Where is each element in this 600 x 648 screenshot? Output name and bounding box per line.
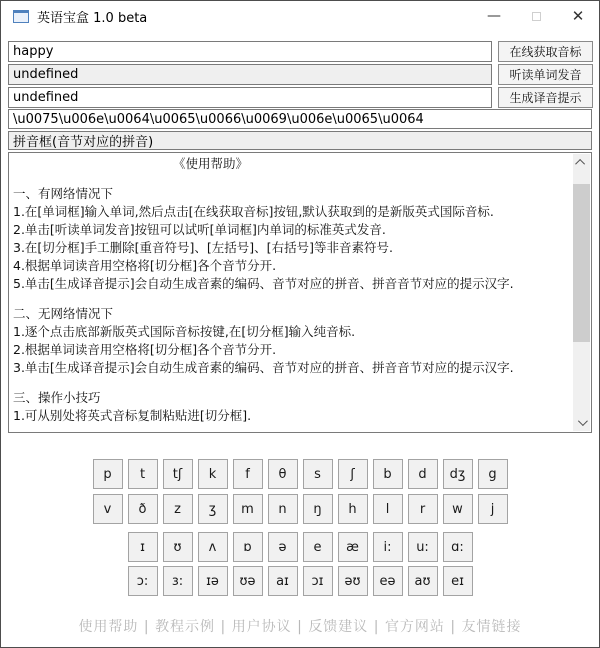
app-icon xyxy=(13,10,29,23)
phoneme-key-z[interactable]: z xyxy=(163,494,193,524)
phoneme-key-p[interactable]: p xyxy=(93,459,123,489)
help-title: 《使用帮助》 xyxy=(173,156,249,171)
phoneme-key-ɪə[interactable]: ɪə xyxy=(198,566,228,596)
phoneme-key-tʃ[interactable]: tʃ xyxy=(163,459,193,489)
phonetic-row xyxy=(1,459,599,489)
phoneme-key-t[interactable]: t xyxy=(128,459,158,489)
help-panel xyxy=(8,152,592,433)
footer-link-2[interactable]: 教程示例 xyxy=(155,619,216,635)
window-controls xyxy=(473,1,599,31)
footer-separator: | xyxy=(138,619,156,635)
phoneme-key-eə[interactable]: eə xyxy=(373,566,403,596)
help-line xyxy=(13,293,571,305)
help-line: 二、无网络情况下 xyxy=(13,306,114,321)
help-line: 5.单击[生成译音提示]会自动生成音素的编码、音节对应的拼音、拼音音节对应的提示汉字. xyxy=(13,276,514,291)
help-line: 1.逐个点击底部新版英式国际音标按键,在[切分框]输入纯音标. xyxy=(13,324,356,339)
footer-separator: | xyxy=(215,619,232,635)
phoneme-key-eɪ[interactable]: eɪ xyxy=(443,566,473,596)
phoneme-key-h[interactable]: h xyxy=(338,494,368,524)
footer-link-1[interactable]: 使用帮助 xyxy=(78,619,139,635)
phonetic-row xyxy=(1,566,599,596)
phoneme-key-ŋ[interactable]: ŋ xyxy=(303,494,333,524)
phoneme-key-ɜ:[interactable]: ɜ: xyxy=(163,566,193,596)
footer-separator: | xyxy=(368,619,385,635)
unicode-output[interactable] xyxy=(8,109,592,129)
scroll-up-icon[interactable] xyxy=(573,154,590,171)
phoneme-key-θ[interactable]: θ xyxy=(268,459,298,489)
footer-link-5[interactable]: 官方网站 xyxy=(384,619,445,635)
generate-hint-button[interactable]: 生成译音提示 xyxy=(498,87,593,108)
footer-link-4[interactable]: 反馈建议 xyxy=(308,619,369,635)
phoneme-key-b[interactable]: b xyxy=(373,459,403,489)
titlebar xyxy=(1,1,599,31)
help-line: 1.在[单词框]输入单词,然后点击[在线获取音标]按钮,默认获取到的是新版英式国际音标. xyxy=(13,204,494,219)
phoneme-key-ɑ:[interactable]: ɑ: xyxy=(443,532,473,562)
footer-separator: | xyxy=(291,619,309,635)
phoneme-key-l[interactable]: l xyxy=(373,494,403,524)
phoneme-key-aʊ[interactable]: aʊ xyxy=(408,566,438,596)
maximize-button xyxy=(515,1,557,31)
phoneme-key-ə[interactable]: ə xyxy=(268,532,298,562)
footer-links xyxy=(1,616,599,636)
phoneme-key-f[interactable]: f xyxy=(233,459,263,489)
phoneme-key-aɪ[interactable]: aɪ xyxy=(268,566,298,596)
phoneme-key-əʊ[interactable]: əʊ xyxy=(338,566,368,596)
phonetic-row xyxy=(1,532,599,562)
phonetic-row xyxy=(1,494,599,524)
help-line: 2.单击[听读单词发音]按钮可以试听[单词框]内单词的标准英式发音. xyxy=(13,222,386,237)
help-line: 4.根据单词读音用空格将[切分框]各个音节分开. xyxy=(13,258,277,273)
phoneme-key-w[interactable]: w xyxy=(443,494,473,524)
maximize-icon xyxy=(532,12,541,21)
help-line xyxy=(13,173,571,185)
phonetic-keyboard xyxy=(1,459,599,596)
pinyin-output[interactable] xyxy=(8,131,592,150)
fetch-phonetic-button[interactable]: 在线获取音标 xyxy=(498,41,593,62)
phoneme-key-ʊə[interactable]: ʊə xyxy=(233,566,263,596)
phoneme-key-ð[interactable]: ð xyxy=(128,494,158,524)
word-input[interactable] xyxy=(8,41,492,62)
scrollbar-thumb[interactable] xyxy=(573,184,590,342)
phoneme-key-æ[interactable]: æ xyxy=(338,532,368,562)
close-button[interactable]: ✕ xyxy=(571,7,585,25)
phoneme-key-i:[interactable]: i: xyxy=(373,532,403,562)
scroll-down-icon[interactable] xyxy=(573,414,590,431)
help-line: 1.可从别处将英式音标复制粘贴进[切分框]. xyxy=(13,408,252,423)
footer-separator: | xyxy=(444,619,462,635)
phoneme-key-ʊ[interactable]: ʊ xyxy=(163,532,193,562)
phoneme-key-ɔ:[interactable]: ɔ: xyxy=(128,566,158,596)
phoneme-key-s[interactable]: s xyxy=(303,459,333,489)
phoneme-key-ʃ[interactable]: ʃ xyxy=(338,459,368,489)
help-line xyxy=(13,377,571,389)
phoneme-key-ɪ[interactable]: ɪ xyxy=(128,532,158,562)
phoneme-key-n[interactable]: n xyxy=(268,494,298,524)
listen-word-button[interactable]: 听读单词发音 xyxy=(498,64,593,85)
phoneme-key-g[interactable]: g xyxy=(478,459,508,489)
phoneme-key-ʌ[interactable]: ʌ xyxy=(198,532,228,562)
minimize-button[interactable]: — xyxy=(487,8,501,24)
phoneme-key-ʒ[interactable]: ʒ xyxy=(198,494,228,524)
phoneme-key-ɒ[interactable]: ɒ xyxy=(233,532,263,562)
phoneme-key-e[interactable]: e xyxy=(303,532,333,562)
help-content xyxy=(13,155,571,430)
help-line: 三、操作小技巧 xyxy=(13,390,101,405)
help-line: 3.在[切分框]手工删除[重音符号]、[左括号]、[右括号]等非音素符号. xyxy=(13,240,393,255)
footer-link-6[interactable]: 友情链接 xyxy=(461,619,522,635)
help-line: 2.根据单词读音用空格将[切分框]各个音节分开. xyxy=(13,342,277,357)
phoneme-key-dʒ[interactable]: dʒ xyxy=(443,459,473,489)
help-line: 一、有网络情况下 xyxy=(13,186,114,201)
phoneme-key-v[interactable]: v xyxy=(93,494,123,524)
phoneme-key-d[interactable]: d xyxy=(408,459,438,489)
phoneme-key-r[interactable]: r xyxy=(408,494,438,524)
help-scrollbar[interactable] xyxy=(573,154,590,431)
footer-link-3[interactable]: 用户协议 xyxy=(231,619,292,635)
phoneme-key-m[interactable]: m xyxy=(233,494,263,524)
phoneme-key-k[interactable]: k xyxy=(198,459,228,489)
phoneme-key-j[interactable]: j xyxy=(478,494,508,524)
hint-input[interactable] xyxy=(8,87,492,108)
window-title: 英语宝盒 1.0 beta xyxy=(37,10,148,26)
help-line: 3.单击[生成译音提示]会自动生成音素的编码、音节对应的拼音、拼音音节对应的提示汉字. xyxy=(13,360,514,375)
phoneme-key-ɔɪ[interactable]: ɔɪ xyxy=(303,566,333,596)
split-input[interactable] xyxy=(8,64,492,85)
phoneme-key-u:[interactable]: u: xyxy=(408,532,438,562)
